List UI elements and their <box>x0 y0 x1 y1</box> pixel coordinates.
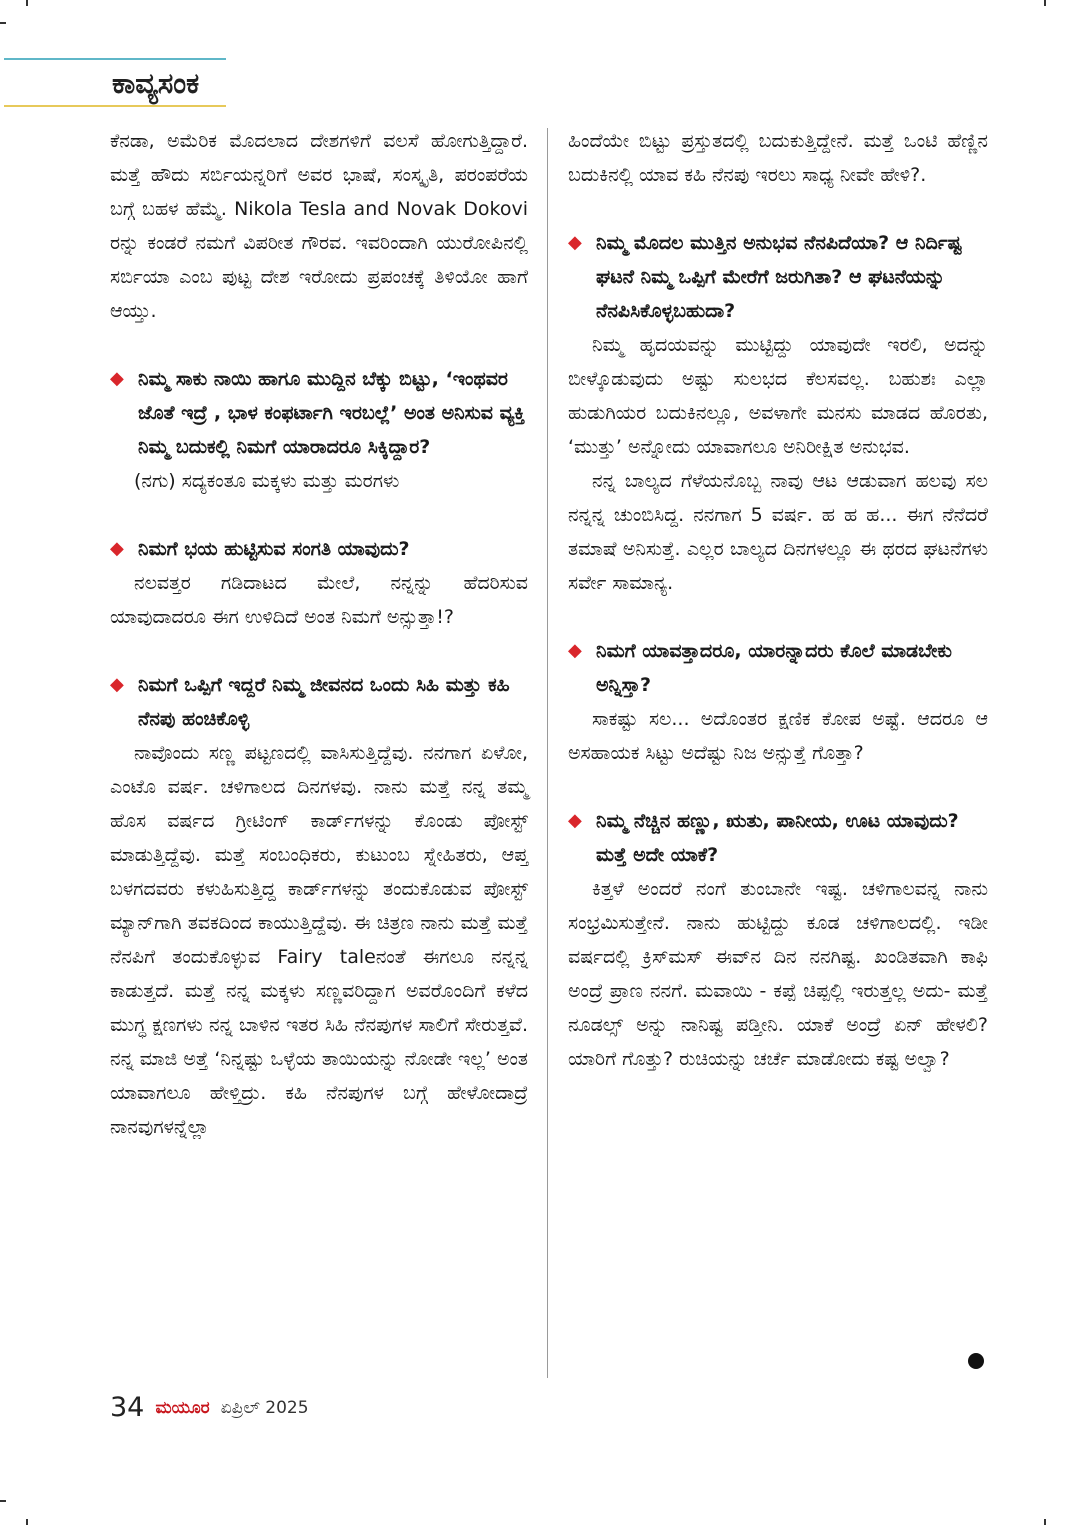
crop-mark <box>1044 0 1046 6</box>
answer: ನಾವೊಂದು ಸಣ್ಣ ಪಟ್ಟಣದಲ್ಲಿ ವಾಸಿಸುತ್ತಿದ್ದೆವು. ನನಗಾಗ ಏಳೋ, ಎಂಟೊ ವರ್ಷ. ಚಳಿಗಾಲದ ದಿನಗಳವು. ನಾನು ಮತ್ತೆ ನನ್ನ ತಮ್ಮ ಹೊಸ ವರ್ಷದ ಗ್ರೀಟಿಂಗ್ ಕಾರ್ಡ್‌ಗಳನ್ನು ಕೊಂಡು ಪೋಸ್ಟ್ ಮಾಡುತ್ತಿದ್ದೆವು. ಮತ್ತೆ ಸಂಬಂಧಿಕರು, ಕುಟುಂಬ ಸ್ನೇಹಿತರು, ಆಪ್ತ ಬಳಗದವರು ಕಳುಹಿಸುತ್ತಿದ್ದ ಕಾರ್ಡ್‌ಗಳನ್ನು ತಂದುಕೊಡುವ ಪೋಸ್ಟ್ ಮ್ಯಾನ್‌ಗಾಗಿ ತವಕದಿಂದ ಕಾಯುತ್ತಿದ್ದೆವು. ಈ ಚಿತ್ರಣ ನಾನು ಮತ್ತೆ ಮತ್ತೆ ನೆನಪಿಗೆ ತಂದುಕೊಳ್ಳುವ Fairy taleನಂತೆ ಈಗಲೂ ನನ್ನನ್ನ ಕಾಡುತ್ತದೆ. ಮತ್ತೆ ನನ್ನ ಮಕ್ಕಳು ಸಣ್ಣವರಿದ್ದಾಗ ಅವರೊಂದಿಗೆ ಕಳೆದ ಮುಗ್ಧ ಕ್ಷಣಗಳು ನನ್ನ ಬಾಳಿನ ಇತರ ಸಿಹಿ ನೆನಪುಗಳ ಸಾಲಿಗೆ ಸೇರುತ್ತವೆ. ನನ್ನ ಮಾಜಿ ಅತ್ತೆ ‘ನಿನ್ನಷ್ಟು ಒಳ್ಳೆಯ ತಾಯಿಯನ್ನು ನೋಡೇ ಇಲ್ಲ’ ಅಂತ ಯಾವಾಗಲೂ ಹೇಳ್ತಿದ್ರು. ಕಹಿ ನೆನಪುಗಳ ಬಗ್ಗೆ ಹೇಳೋದಾದ್ರೆ ನಾನವುಗಳನ್ನೆಲ್ಲಾ <box>110 742 528 1138</box>
question <box>568 634 988 702</box>
question <box>568 804 988 872</box>
column-divider <box>547 128 548 1378</box>
question-text: ನಿಮ್ಮ ಸಾಕು ನಾಯಿ ಹಾಗೂ ಮುದ್ದಿನ ಬೆಕ್ಕು ಬಿಟ್ಟು, ‘ಇಂಥವರ ಜೊತೆ ಇದ್ರೆ , ಭಾಳ ಕಂಫರ್ಟಾಗಿ ಇರಬಲ್ಲೆ’ ಅಂತ ಅನಿಸುವ ವ್ಯಕ್ತಿ ನಿಮ್ಮ ಬದುಕಲ್ಲಿ ನಿಮಗೆ ಯಾರಾದರೂ ಸಿಕ್ಕಿದ್ದಾರ? <box>138 368 525 458</box>
question-text: ನಿಮಗೆ ಯಾವತ್ತಾದರೂ, ಯಾರನ್ನಾದರು ಕೊಲೆ ಮಾಡಬೇಕು ಅನ್ನಿಸ್ತಾ? <box>596 640 952 696</box>
answer: (ನಗು) ಸದ್ಯಕಂತೂ ಮಕ್ಕಳು ಮತ್ತು ಮರಗಳು <box>134 470 400 492</box>
question-text: ನಿಮಗೆ ಭಯ ಹುಟ್ಟಿಸುವ ಸಂಗತಿ ಯಾವುದು? <box>138 538 410 560</box>
crop-mark <box>0 22 6 24</box>
red-diamond-bullet-icon: ◆ <box>568 640 582 661</box>
answer: ನಲವತ್ತರ ಗಡಿದಾಟದ ಮೇಲೆ, ನನ್ನನ್ನು ಹೆದರಿಸುವ ಯಾವುದಾದರೂ ಈಗ ಉಳಿದಿದೆ ಅಂತ ನಿಮಗೆ ಅನ್ಸುತ್ತಾ!? <box>110 572 528 628</box>
answer: ನಿಮ್ಮ ಹೃದಯವನ್ನು ಮುಟ್ಟಿದ್ದು ಯಾವುದೇ ಇರಲಿ, ಅದನ್ನು ಬೀಳ್ಕೊಡುವುದು ಅಷ್ಟು ಸುಲಭದ ಕೆಲಸವಲ್ಲ. ಬಹುಶಃ ಎಲ್ಲಾ ಹುಡುಗಿಯರ ಬದುಕಿನಲ್ಲೂ, ಅವಳಾಗೇ ಮನಸು ಮಾಡದ ಹೊರತು, ‘ಮುತ್ತು’ ಅನ್ನೋದು ಯಾವಾಗಲೂ ಅನಿರೀಕ್ಷಿತ ಅನುಭವ. <box>568 334 988 458</box>
red-diamond-bullet-icon: ◆ <box>110 538 124 559</box>
header-bottom-rule <box>4 105 226 107</box>
section-header <box>4 58 226 108</box>
page-footer <box>110 1392 309 1428</box>
issue-date: ಏಪ್ರಿಲ್ 2025 <box>220 1397 309 1418</box>
answer: ಕಿತ್ತಳೆ ಅಂದರೆ ನಂಗೆ ತುಂಬಾನೇ ಇಷ್ಟ. ಚಳಿಗಾಲವನ್ನ ನಾನು ಸಂಭ್ರಮಿಸುತ್ತೇನೆ. ನಾನು ಹುಟ್ಟಿದ್ದು ಕೂಡ ಚಳಿಗಾಲದಲ್ಲಿ. ಇಡೀ ವರ್ಷದಲ್ಲಿ ಕ್ರಿಸ್‌ಮಸ್ ಈವ್‌ನ ದಿನ ನನಗಿಷ್ಟ. ಖಂಡಿತವಾಗಿ ಕಾಫಿ ಅಂದ್ರೆ ಪ್ರಾಣ ನನಗೆ. ಮವಾಯಿ - ಕಪ್ಪೆ ಚಿಪ್ಪಲ್ಲಿ ಇರುತ್ತಲ್ಲ ಅದು- ಮತ್ತೆ ನೂಡಲ್ಸ್ ಅನ್ನು ನಾನಿಷ್ಟ ಪಡ್ತೀನಿ. ಯಾಕೆ ಅಂದ್ರೆ ಏನ್ ಹೇಳಲಿ? ಯಾರಿಗೆ ಗೊತ್ತು? ರುಚಿಯನ್ನು ಚರ್ಚೆ ಮಾಡೋದು ಕಷ್ಟ ಅಲ್ವಾ? <box>568 878 988 1070</box>
paragraph: ಕೆನಡಾ, ಅಮೆರಿಕ ಮೊದಲಾದ ದೇಶಗಳಿಗೆ ವಲಸೆ ಹೋಗುತ್ತಿದ್ದಾರೆ. ಮತ್ತೆ ಹೌದು ಸರ್ಬಿಯನ್ನರಿಗೆ ಅವರ ಭಾಷೆ, ಸಂಸ್ಕೃತಿ, ಪರಂಪರೆಯ ಬಗ್ಗೆ ಬಹಳ ಹೆಮ್ಮೆ. Nikola Tesla and Novak Dokovi ರನ್ನು ಕಂಡರೆ ನಮಗೆ ವಿಪರೀತ ಗೌರವ. ಇವರಿಂದಾಗಿ ಯುರೋಪಿನಲ್ಲಿ ಸರ್ಬಿಯಾ ಎಂಬ ಪುಟ್ಟ ದೇಶ ಇರೋದು ಪ್ರಪಂಚಕ್ಕೆ ತಿಳಿಯೋ ಹಾಗೆ ಆಯ್ತು. <box>110 130 528 322</box>
red-diamond-bullet-icon: ◆ <box>568 232 582 253</box>
question <box>110 362 528 464</box>
crop-mark <box>26 1519 28 1525</box>
crop-mark <box>1044 1519 1046 1525</box>
paragraph: ಹಿಂದೆಯೇ ಬಿಟ್ಟು ಪ್ರಸ್ತುತದಲ್ಲಿ ಬದುಕುತ್ತಿದ್ದೇನೆ. ಮತ್ತೆ ಒಂಟಿ ಹೆಣ್ಣಿನ ಬದುಕಿನಲ್ಲಿ ಯಾವ ಕಹಿ ನೆನಪು ಇರಲು ಸಾಧ್ಯ ನೀವೇ ಹೇಳಿ?. <box>568 130 988 186</box>
question <box>110 668 528 736</box>
magazine-logo: ಮಯೂರ <box>155 1397 210 1418</box>
answer: ನನ್ನ ಬಾಲ್ಯದ ಗೆಳೆಯನೊಬ್ಬ ನಾವು ಆಟ ಆಡುವಾಗ ಹಲವು ಸಲ ನನ್ನನ್ನ ಚುಂಬಿಸಿದ್ದ. ನನಗಾಗ 5 ವರ್ಷ. ಹ ಹ ಹ... ಈಗ ನೆನೆದರೆ ತಮಾಷೆ ಅನಿಸುತ್ತೆ. ಎಲ್ಲರ ಬಾಲ್ಯದ ದಿನಗಳಲ್ಲೂ ಈ ಥರದ ಘಟನೆಗಳು ಸರ್ವೇ ಸಾಮಾನ್ಯ. <box>568 470 988 594</box>
crop-mark <box>0 1500 6 1502</box>
header-top-rule <box>4 58 226 60</box>
right-column <box>568 124 988 1076</box>
end-of-article-dot-icon <box>968 1353 984 1369</box>
left-column <box>110 124 528 1144</box>
question <box>110 532 528 566</box>
question-text: ನಿಮ್ಮ ಮೊದಲ ಮುತ್ತಿನ ಅನುಭವ ನೆನಪಿದೆಯಾ? ಆ ನಿರ್ದಿಷ್ಟ ಘಟನೆ ನಿಮ್ಮ ಒಪ್ಪಿಗೆ ಮೇರೆಗೆ ಜರುಗಿತಾ? ಆ ಘಟನೆಯನ್ನು ನೆನಪಿಸಿಕೊಳ್ಳಬಹುದಾ? <box>596 232 962 322</box>
section-title: ಕಾವ್ಯಸಂಕ <box>112 66 200 100</box>
question-text: ನಿಮ್ಮ ನೆಚ್ಚಿನ ಹಣ್ಣು, ಋತು, ಪಾನೀಯ, ಊಟ ಯಾವುದು? ಮತ್ತೆ ಅದೇ ಯಾಕೆ? <box>596 810 959 866</box>
crop-mark <box>26 0 28 6</box>
red-diamond-bullet-icon: ◆ <box>568 810 582 831</box>
red-diamond-bullet-icon: ◆ <box>110 368 124 389</box>
question <box>568 226 988 328</box>
answer: ಸಾಕಷ್ಟು ಸಲ... ಅದೊಂತರ ಕ್ಷಣಿಕ ಕೋಪ ಅಷ್ಟೆ. ಆದರೂ ಆ ಅಸಹಾಯಕ ಸಿಟ್ಟು ಅದೆಷ್ಟು ನಿಜ ಅನ್ಸುತ್ತೆ ಗೊತ್ತಾ? <box>568 708 988 764</box>
page-number: 34 <box>110 1392 145 1423</box>
question-text: ನಿಮಗೆ ಒಪ್ಪಿಗೆ ಇದ್ದರೆ ನಿಮ್ಮ ಜೀವನದ ಒಂದು ಸಿಹಿ ಮತ್ತು ಕಹಿ ನೆನಪು ಹಂಚಿಕೊಳ್ಳಿ <box>138 674 510 730</box>
red-diamond-bullet-icon: ◆ <box>110 674 124 695</box>
